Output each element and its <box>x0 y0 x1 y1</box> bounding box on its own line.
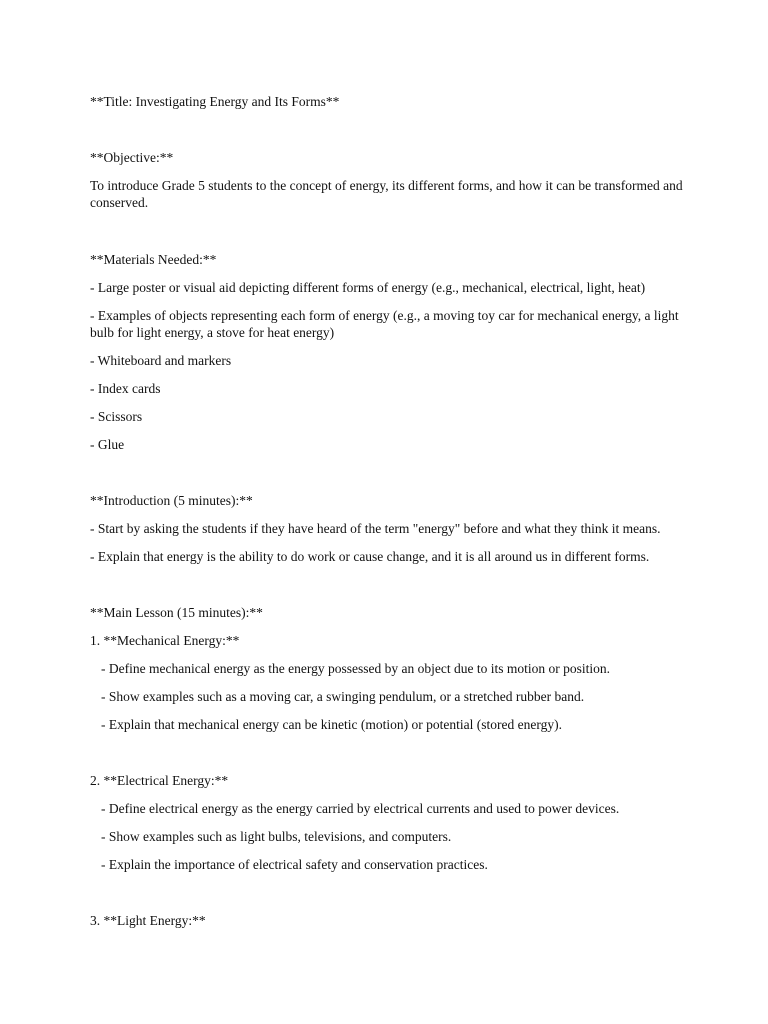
introduction-item: - Explain that energy is the ability to do work or cause change, and it is all around us in different forms. <box>90 549 650 564</box>
light-energy-heading: 3. **Light Energy:** <box>90 913 206 928</box>
introduction-heading: **Introduction (5 minutes):** <box>90 493 253 508</box>
electrical-energy-item: - Define electrical energy as the energy carried by electrical currents and used to power devices. <box>101 801 620 816</box>
mechanical-energy-item: - Explain that mechanical energy can be kinetic (motion) or potential (stored energy). <box>101 717 562 732</box>
electrical-energy-item: - Explain the importance of electrical safety and conservation practices. <box>101 857 488 872</box>
introduction-item: - Start by asking the students if they have heard of the term "energy" before and what they think it means. <box>90 521 661 536</box>
document-title: **Title: Investigating Energy and Its Forms** <box>90 94 340 109</box>
mechanical-energy-heading: 1. **Mechanical Energy:** <box>90 633 240 648</box>
materials-item: - Examples of objects representing each form of energy (e.g., a moving toy car for mechanical energy, a light bulb for light energy, a stove for heat energy) <box>90 308 679 340</box>
electrical-energy-item: - Show examples such as light bulbs, televisions, and computers. <box>101 829 452 844</box>
materials-item: - Glue <box>90 437 125 452</box>
main-lesson-heading: **Main Lesson (15 minutes):** <box>90 605 263 620</box>
materials-item: - Index cards <box>90 381 161 396</box>
materials-item: - Whiteboard and markers <box>90 353 232 368</box>
objective-heading: **Objective:** <box>90 150 174 165</box>
mechanical-energy-item: - Define mechanical energy as the energy possessed by an object due to its motion or position. <box>101 661 610 676</box>
objective-text: To introduce Grade 5 students to the concept of energy, its different forms, and how it can be transformed and conserved. <box>90 178 683 210</box>
materials-heading: **Materials Needed:** <box>90 252 217 267</box>
materials-item: - Large poster or visual aid depicting different forms of energy (e.g., mechanical, electrical, light, heat) <box>90 280 646 295</box>
materials-item: - Scissors <box>90 409 143 424</box>
mechanical-energy-item: - Show examples such as a moving car, a swinging pendulum, or a stretched rubber band. <box>101 689 585 704</box>
electrical-energy-heading: 2. **Electrical Energy:** <box>90 773 229 788</box>
